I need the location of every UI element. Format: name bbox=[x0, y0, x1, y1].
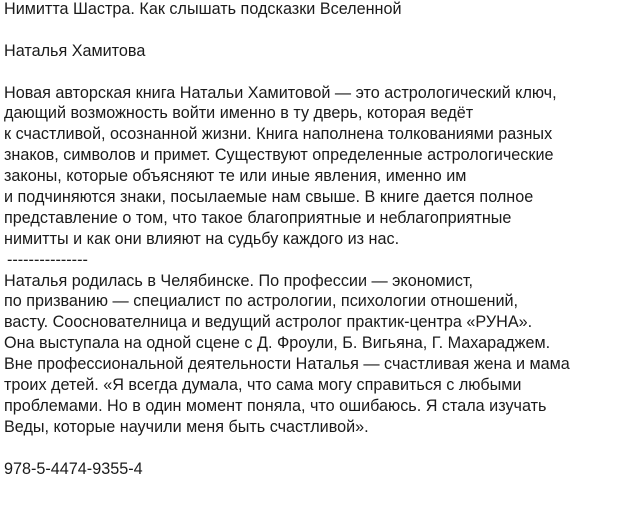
annotation-line: знаков, символов и примет. Существуют определенные астрологические bbox=[4, 146, 554, 165]
annotation-line: законы, которые объясняют те или иные явления, именно им bbox=[4, 167, 467, 186]
bio-line: Она выступала на одной сцене с Д. Фроули, Б. Вигьяна, Г. Махараджем. bbox=[4, 334, 551, 353]
book-title: Нимитта Шастра. Как слышать подсказки Вселенной bbox=[4, 0, 402, 18]
annotation-line: дающий возможность войти именно в ту дверь, которая ведёт bbox=[4, 104, 474, 123]
spacer bbox=[4, 62, 628, 83]
biography-paragraph bbox=[4, 271, 628, 438]
bio-line: по призванию — специалист по астрологии, психологии отношений, bbox=[4, 292, 519, 311]
bio-line: васту. Сооснователница и ведущий астролог практик-центра «РУНА». bbox=[4, 313, 533, 332]
document-body bbox=[4, 0, 628, 479]
book-author: Наталья Хамитова bbox=[4, 41, 146, 60]
bio-line: Вне профессиональной деятельности Наталья — счастливая жена и мама bbox=[4, 355, 570, 374]
isbn: 978-5-4474-9355-4 bbox=[4, 459, 143, 478]
bio-line: Веды, которые научили меня быть счастливой». bbox=[4, 417, 369, 436]
annotation-line: и подчиняются знаки, посылаемые нам свыше. В книге дается полное bbox=[4, 188, 534, 207]
separator-line: --------------- bbox=[7, 250, 88, 269]
annotation-paragraph bbox=[4, 83, 628, 250]
bio-line: Наталья родилась в Челябинске. По профессии — экономист, bbox=[4, 271, 474, 290]
annotation-line: Новая авторская книга Натальи Хамитовой — это астрологический ключ, bbox=[4, 83, 557, 102]
bio-line: проблемами. Но в один момент поняла, что ошибаюсь. Я стала изучать bbox=[4, 396, 547, 415]
bio-line: троих детей. «Я всегда думала, что сама могу справиться с любыми bbox=[4, 376, 522, 395]
annotation-line: нимитты и как они влияют на судьбу каждого из нас. bbox=[4, 229, 400, 248]
annotation-line: представление о том, что такое благоприятные и неблагоприятные bbox=[4, 208, 512, 227]
spacer bbox=[4, 20, 628, 41]
annotation-line: к счастливой, осознанной жизни. Книга наполнена толкованиями разных bbox=[4, 125, 553, 144]
spacer bbox=[4, 438, 628, 459]
